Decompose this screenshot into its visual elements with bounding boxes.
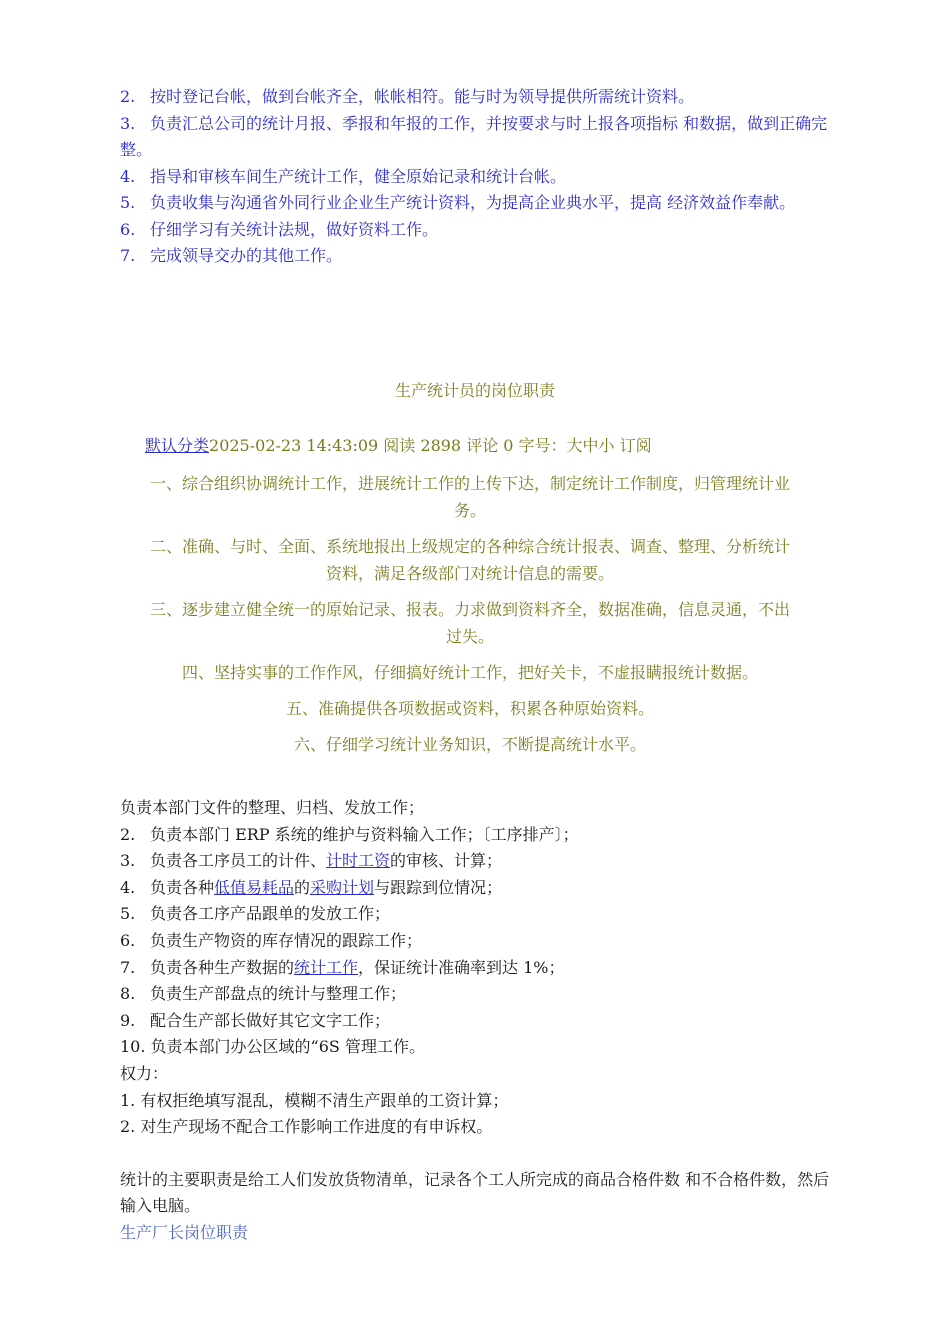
summary-paragraph: 统计的主要职责是给工人们发放货物清单，记录各个工人所完成的商品合格件数 和不合格件数，然后输入电脑。 [120, 1169, 830, 1216]
list-item: 9. 配合生产部长做好其它文字工作； [120, 1010, 391, 1030]
list-item: 4. 负责各种低值易耗品的采购计划与跟踪到位情况； [120, 877, 503, 897]
list-item: 7. 完成领导交办的其他工作。 [120, 246, 343, 265]
list-item: 6. 负责生产物资的库存情况的跟踪工作； [120, 930, 423, 950]
category-link[interactable]: 默认分类 [145, 436, 210, 455]
duty-list-continued [120, 84, 840, 270]
duty-item: 六、仔细学习统计业务知识，不断提高统计水平。 [293, 735, 646, 754]
article-meta [145, 433, 652, 456]
duty-item: 三、逐步建立健全统一的原始记录、报表。力求做到资料齐全，数据准确，信息灵通，不出过失。 [150, 600, 791, 646]
list-item: 7. 负责各种生产数据的统计工作，保证统计准确率到达 1%； [120, 957, 565, 977]
list-item: 5. 负责收集与沟通省外同行业企业生产统计资料，为提高企业典水平，提高 经济效益作奉献。 [120, 193, 796, 212]
related-article-link[interactable]: 生产厂长岗位职责 [120, 1222, 249, 1242]
hourly-wage-link[interactable]: 计时工资 [326, 851, 391, 871]
consumables-link[interactable]: 低值易耗品 [214, 877, 295, 897]
duty-item: 二、准确、与时、全面、系统地报出上级规定的各种综合统计报表、调查、整理、分析统计资料，满足各级部门对统计信息的需要。 [150, 537, 791, 583]
duties-list [150, 470, 790, 767]
list-item: 2. 负责本部门 ERP 系统的维护与资料输入工作；〔工序排产〕； [120, 824, 579, 844]
rights-heading: 权力： [120, 1063, 169, 1083]
list-item: 3. 负责汇总公司的统计月报、季报和年报的工作，并按要求与时上报各项指标 和数据，做到正确完整。 [120, 113, 828, 159]
statistics-work-link[interactable]: 统计工作 [294, 957, 359, 977]
rights-item: 1. 有权拒绝填写混乱，模糊不清生产跟单的工资计算； [120, 1090, 509, 1110]
duty-item: 四、坚持实事的工作作风，仔细搞好统计工作，把好关卡，不虚报瞒报统计数据。 [181, 663, 758, 682]
meta-info: 2025-02-23 14:43:09 阅读 2898 评论 0 字号：大中小 订阅 [209, 436, 652, 455]
responsibilities-section [120, 795, 840, 1247]
list-item: 2. 按时登记台帐，做到台帐齐全，帐帐相符。能与时为领导提供所需统计资料。 [120, 87, 695, 106]
duty-item: 一、综合组织协调统计工作，进展统计工作的上传下达，制定统计工作制度，归管理统计业务。 [150, 474, 791, 520]
list-item: 5. 负责各工序产品跟单的发放工作； [120, 904, 391, 924]
duty-item: 五、准确提供各项数据或资料，积累各种原始资料。 [285, 699, 654, 718]
list-item: 3. 负责各工序员工的计件、计时工资的审核、计算； [120, 851, 503, 871]
list-item: 6. 仔细学习有关统计法规，做好资料工作。 [120, 219, 439, 239]
article-title: 生产统计员的岗位职责 [394, 381, 555, 400]
spacer [120, 1141, 840, 1167]
rights-item: 2. 对生产现场不配合工作影响工作进度的有申诉权。 [120, 1117, 493, 1137]
responsibility-intro: 负责本部门文件的整理、归档、发放工作； [120, 798, 425, 817]
list-item: 8. 负责生产部盘点的统计与整理工作； [120, 984, 407, 1004]
list-item: 10. 负责本部门办公区域的“6S 管理工作。 [120, 1037, 425, 1057]
purchase-plan-link[interactable]: 采购计划 [310, 877, 375, 897]
list-item: 4. 指导和审核车间生产统计工作，健全原始记录和统计台帐。 [120, 166, 567, 186]
